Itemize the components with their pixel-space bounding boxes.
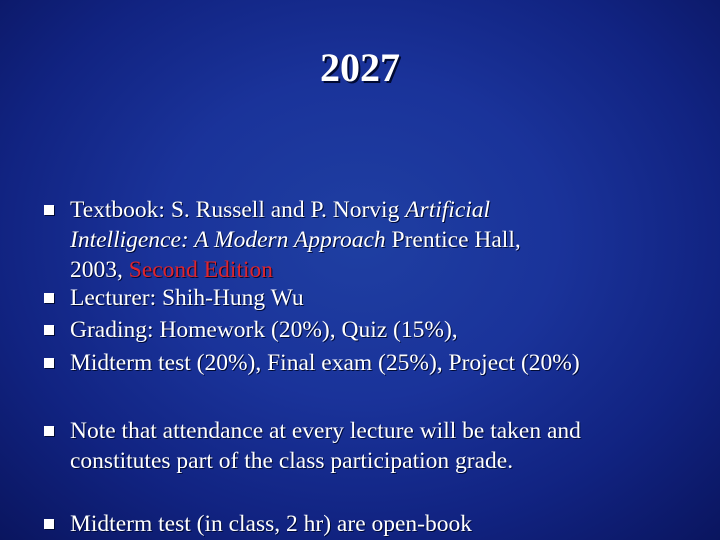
- bullet-marker: [44, 358, 54, 368]
- bullet-textbook: [44, 195, 714, 285]
- bullet-attendance: [44, 416, 714, 476]
- bullet-line: constitutes part of the class participation grade.: [70, 448, 514, 474]
- bullet-text: Grading: Homework (20%), Quiz (15%),: [70, 317, 458, 343]
- bullet-text: Midterm test (20%), Final exam (25%), Project (20%): [70, 350, 580, 376]
- textbook-edition: Second Edition: [128, 257, 273, 283]
- bullet-grading-cont: [44, 348, 714, 378]
- bullet-marker: [44, 325, 54, 335]
- textbook-title-part1: Artificial: [405, 197, 491, 223]
- textbook-authors: Textbook: S. Russell and P. Norvig: [70, 197, 406, 223]
- bullet-marker: [44, 293, 54, 303]
- bullet-marker: [44, 426, 54, 436]
- bullet-marker: [44, 519, 54, 529]
- bullet-grading: [44, 315, 714, 345]
- bullet-text: Lecturer: Shih-Hung Wu: [70, 285, 304, 311]
- bullet-midterm: [44, 509, 714, 539]
- bullet-line: [70, 195, 714, 225]
- bullet-line: Note that attendance at every lecture will be taken and: [70, 418, 581, 444]
- textbook-publisher: Prentice Hall,: [385, 227, 521, 253]
- bullet-text: [70, 416, 714, 476]
- bullet-marker: [44, 205, 54, 215]
- textbook-title-part2: Intelligence: A Modern Approach: [70, 227, 386, 253]
- bullet-lecturer: [44, 283, 714, 313]
- bullet-text: [70, 195, 714, 285]
- bullet-line: [70, 255, 714, 285]
- bullet-text: Midterm test (in class, 2 hr) are open-book: [70, 511, 473, 537]
- textbook-year: 2003,: [70, 257, 129, 283]
- bullet-line: [70, 225, 714, 255]
- slide-title: 2027: [320, 45, 400, 90]
